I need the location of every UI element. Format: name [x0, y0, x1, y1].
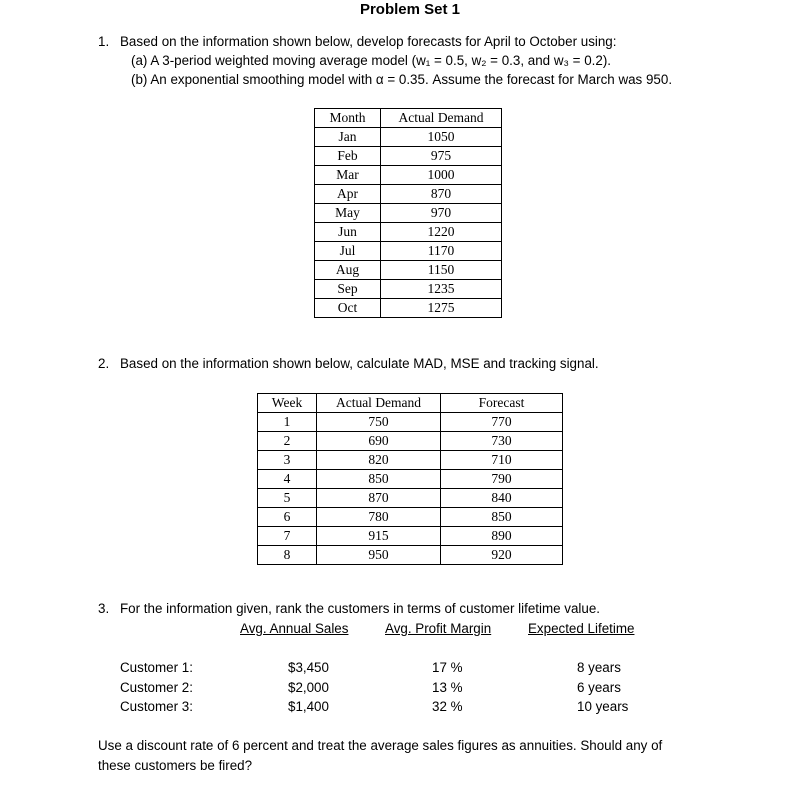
- table-row: [315, 242, 502, 261]
- table-cell: 5: [258, 489, 317, 508]
- table-cell: 690: [317, 432, 441, 451]
- table-row: [258, 546, 563, 565]
- table-row: [315, 185, 502, 204]
- table-row: [315, 223, 502, 242]
- table-row: [258, 451, 563, 470]
- table-cell: 1235: [381, 280, 502, 299]
- table-cell: 870: [381, 185, 502, 204]
- q1-part-b: (b) An exponential smoothing model with α = 0.35. Assume the forecast for March was 950.: [131, 72, 673, 87]
- table-cell: 1: [258, 413, 317, 432]
- table-cell: 790: [441, 470, 563, 489]
- customer-profit-margin: 13 %: [432, 679, 463, 695]
- table-cell: Sep: [315, 280, 381, 299]
- table-row: [315, 280, 502, 299]
- table-cell: 8: [258, 546, 317, 565]
- q3-number: 3.: [98, 601, 110, 616]
- table-cell: 870: [317, 489, 441, 508]
- q3-footer-line1: Use a discount rate of 6 percent and treat the average sales figures as annuities. Should any of: [98, 738, 663, 753]
- table-cell: 840: [441, 489, 563, 508]
- table-cell: 890: [441, 527, 563, 546]
- table-cell: 730: [441, 432, 563, 451]
- header-expected-lifetime: Expected Lifetime: [528, 621, 635, 636]
- table-cell: May: [315, 204, 381, 223]
- table-cell: 6: [258, 508, 317, 527]
- q2-text: Based on the information shown below, calculate MAD, MSE and tracking signal.: [120, 356, 599, 371]
- table-cell: 1150: [381, 261, 502, 280]
- table-cell: 1170: [381, 242, 502, 261]
- q1-number: 1.: [98, 34, 110, 49]
- table-cell: Jan: [315, 128, 381, 147]
- table-row: [315, 204, 502, 223]
- customer-profit-margin: 17 %: [432, 660, 463, 675]
- table-cell: 710: [441, 451, 563, 470]
- table-cell: 1000: [381, 166, 502, 185]
- customer-label: Customer 3:: [120, 699, 193, 714]
- q1-part-a: (a) A 3-period weighted moving average model (w₁ = 0.5, w₂ = 0.3, and w₃ = 0.2).: [131, 53, 612, 68]
- table-row: [258, 470, 563, 489]
- table-cell: Oct: [315, 299, 381, 318]
- table-cell: 950: [317, 546, 441, 565]
- table-header-row: [258, 394, 563, 413]
- table-cell: Jul: [315, 242, 381, 261]
- table-row: [258, 432, 563, 451]
- table-row: [315, 166, 502, 185]
- table-cell: 850: [317, 470, 441, 489]
- table-cell: 3: [258, 451, 317, 470]
- q3-footer-line2: these customers be fired?: [98, 758, 253, 773]
- demand-table-monthly: [314, 108, 502, 318]
- customer-annual-sales: $3,450: [288, 660, 329, 675]
- customer-lifetime: 8 years: [577, 660, 621, 675]
- column-header: Forecast: [441, 394, 563, 413]
- customer-lifetime: 6 years: [577, 679, 621, 695]
- table-cell: 850: [441, 508, 563, 527]
- table-cell: Aug: [315, 261, 381, 280]
- table-cell: 770: [441, 413, 563, 432]
- column-header: Actual Demand: [317, 394, 441, 413]
- table-row: [315, 261, 502, 280]
- table-cell: 7: [258, 527, 317, 546]
- customer-label: Customer 2:: [120, 679, 193, 695]
- q2-number: 2.: [98, 356, 110, 371]
- table-cell: Apr: [315, 185, 381, 204]
- column-header: Month: [315, 109, 381, 128]
- table-cell: 975: [381, 147, 502, 166]
- table-header-row: [315, 109, 502, 128]
- table-cell: 970: [381, 204, 502, 223]
- q1-text: Based on the information shown below, develop forecasts for April to October using:: [120, 34, 617, 49]
- table-cell: Feb: [315, 147, 381, 166]
- column-header: Actual Demand: [381, 109, 502, 128]
- table-cell: 1050: [381, 128, 502, 147]
- forecast-table-weekly: [257, 393, 563, 565]
- table-cell: Jun: [315, 223, 381, 242]
- column-header: Week: [258, 394, 317, 413]
- table-cell: 915: [317, 527, 441, 546]
- customer-label: Customer 1:: [120, 660, 193, 675]
- header-avg-annual-sales: Avg. Annual Sales: [240, 621, 349, 636]
- table-row: [258, 413, 563, 432]
- table-cell: 1220: [381, 223, 502, 242]
- table-row: [315, 147, 502, 166]
- customer-annual-sales: $2,000: [288, 679, 329, 695]
- table-row: [258, 527, 563, 546]
- table-row: [315, 128, 502, 147]
- table-row: [258, 489, 563, 508]
- table-cell: 750: [317, 413, 441, 432]
- table-cell: 820: [317, 451, 441, 470]
- customer-annual-sales: $1,400: [288, 699, 329, 714]
- page-title: Problem Set 1: [359, 1, 461, 18]
- table-cell: 4: [258, 470, 317, 489]
- table-row: [315, 299, 502, 318]
- table-cell: 780: [317, 508, 441, 527]
- table-cell: 920: [441, 546, 563, 565]
- header-avg-profit-margin: Avg. Profit Margin: [385, 621, 492, 636]
- table-cell: 2: [258, 432, 317, 451]
- q3-text: For the information given, rank the customers in terms of customer lifetime value.: [120, 601, 601, 616]
- table-cell: Mar: [315, 166, 381, 185]
- customer-lifetime: 10 years: [577, 699, 629, 714]
- table-row: [258, 508, 563, 527]
- table-cell: 1275: [381, 299, 502, 318]
- customer-profit-margin: 32 %: [432, 699, 463, 714]
